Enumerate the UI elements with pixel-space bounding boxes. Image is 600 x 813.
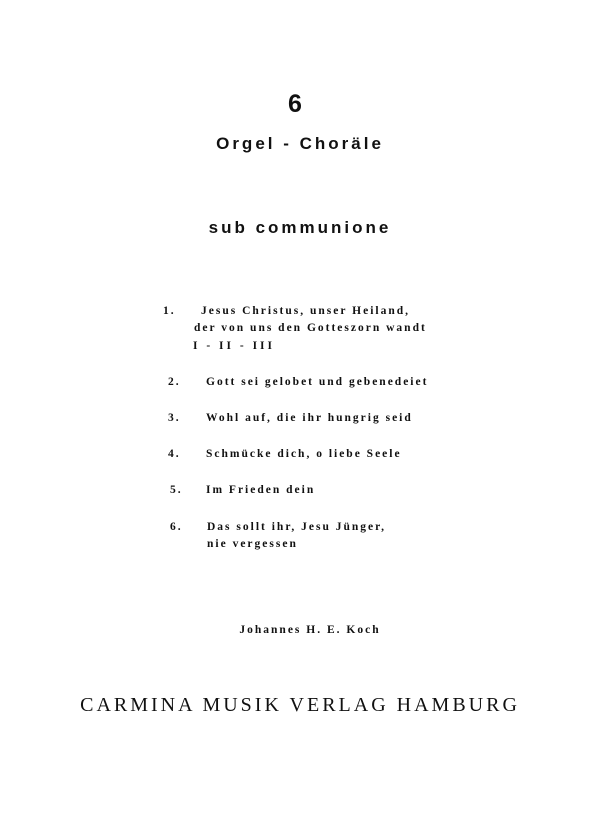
list-item — [168, 374, 568, 391]
item-title-line: nie vergessen — [207, 538, 298, 550]
list-item — [168, 410, 568, 427]
item-number: 3. — [168, 412, 181, 424]
item-parts: I - II - III — [193, 340, 276, 352]
item-number: 1. — [163, 305, 176, 317]
opus-number: 6 — [288, 90, 302, 118]
page-subtitle: sub communione — [208, 218, 392, 237]
item-number: 4. — [168, 448, 181, 460]
item-title-line: der von uns den Gotteszorn wandt — [194, 322, 427, 334]
item-title-line: Gott sei gelobet und gebenedeiet — [206, 376, 429, 388]
list-item — [170, 482, 570, 499]
item-title-line: Jesus Christus, unser Heiland, — [201, 305, 411, 317]
page-title: Orgel - Choräle — [216, 134, 384, 153]
list-item — [163, 303, 563, 355]
item-number: 6. — [170, 521, 183, 533]
item-title-line: Das sollt ihr, Jesu Jünger, — [207, 521, 387, 533]
item-title-line: Schmücke dich, o liebe Seele — [206, 448, 402, 460]
list-item — [170, 519, 570, 555]
composer-name: Johannes H. E. Koch — [239, 624, 381, 636]
publisher-name: CARMINA MUSIK VERLAG HAMBURG — [80, 694, 520, 716]
item-title-line: Wohl auf, die ihr hungrig seid — [206, 412, 413, 424]
item-title-line: Im Frieden dein — [206, 484, 316, 496]
item-number: 5. — [170, 484, 183, 496]
item-number: 2. — [168, 376, 181, 388]
list-item — [168, 446, 568, 463]
